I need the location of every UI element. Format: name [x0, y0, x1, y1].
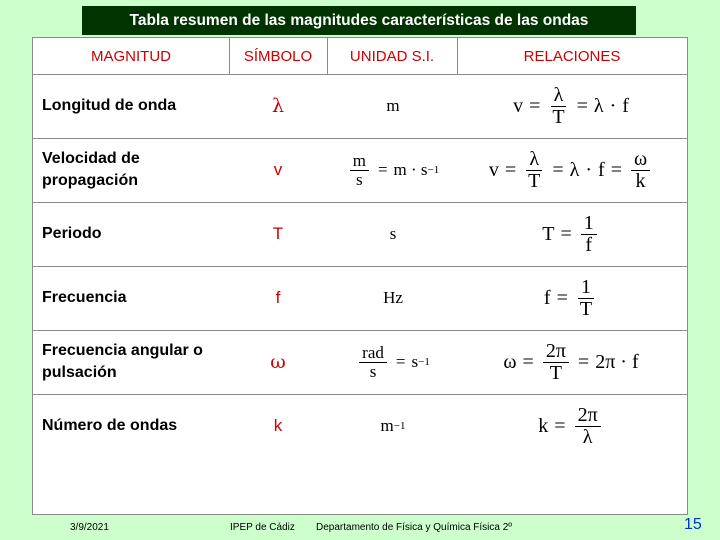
- unit-cell: s: [389, 224, 397, 243]
- table-header: [33, 38, 687, 75]
- header-relaciones: RELACIONES: [523, 47, 621, 65]
- magnitud-cell: Número de ondas: [42, 417, 178, 434]
- header-magnitud: MAGNITUD: [91, 47, 171, 65]
- magnitud-cell: Frecuencia angular o pulsación: [42, 342, 203, 381]
- unit-cell: $\frac{\text{rad}}{s}$ = s −1: [333, 331, 453, 393]
- relation-cell: v = $\frac{\lambda}{T}$ = λ · f: [513, 83, 629, 128]
- footer-date: 3/9/2021: [70, 522, 109, 533]
- header-unidad: UNIDAD S.I.: [349, 47, 435, 65]
- header-simbolo: SÍMBOLO: [243, 47, 313, 65]
- magnitud-cell: Velocidad de propagación: [42, 150, 140, 189]
- table-row: [33, 331, 687, 395]
- table-row: [33, 203, 687, 267]
- slide-title: Tabla resumen de las magnitudes características de las ondas: [82, 6, 636, 35]
- magnitud-cell: Longitud de onda: [42, 97, 177, 114]
- symbol-cell: λ: [271, 95, 285, 117]
- table-row: [33, 75, 687, 139]
- symbol-cell: v: [273, 160, 283, 179]
- unit-cell: $\frac{m}{s}$ = m · s −1: [333, 139, 453, 201]
- unit-cell: m −1: [380, 416, 406, 435]
- magnitud-cell: Periodo: [42, 225, 102, 242]
- table-row: [33, 139, 687, 203]
- footer-department: Departamento de Física y Química Física 2º: [316, 522, 512, 533]
- symbol-cell: f: [275, 288, 281, 307]
- relation-cell: T = $\frac{1}{f}$: [453, 203, 689, 265]
- page-number: 15: [684, 516, 702, 533]
- symbol-cell: k: [273, 416, 283, 435]
- relation-cell: f = $\frac{1}{T}$: [543, 275, 593, 320]
- relation-cell: v = $\frac{\lambda}{T}$ = λ · f = $\frac{\omega}{k}$: [453, 139, 689, 201]
- unit-cell: m: [386, 96, 400, 115]
- magnitudes-table: [32, 37, 688, 515]
- relation-cell: k = $\frac{2\pi}{\lambda}$: [453, 395, 689, 457]
- table-row: [33, 395, 687, 459]
- symbol-cell: T: [272, 224, 284, 243]
- footer-school: IPEP de Cádiz: [230, 522, 295, 533]
- magnitud-cell: Frecuencia: [42, 289, 127, 306]
- relation-cell: ω = $\frac{2\pi}{T}$ = 2π · f: [503, 339, 639, 384]
- symbol-cell: ω: [270, 351, 286, 373]
- unit-cell: Hz: [383, 288, 403, 307]
- table-row: [33, 267, 687, 331]
